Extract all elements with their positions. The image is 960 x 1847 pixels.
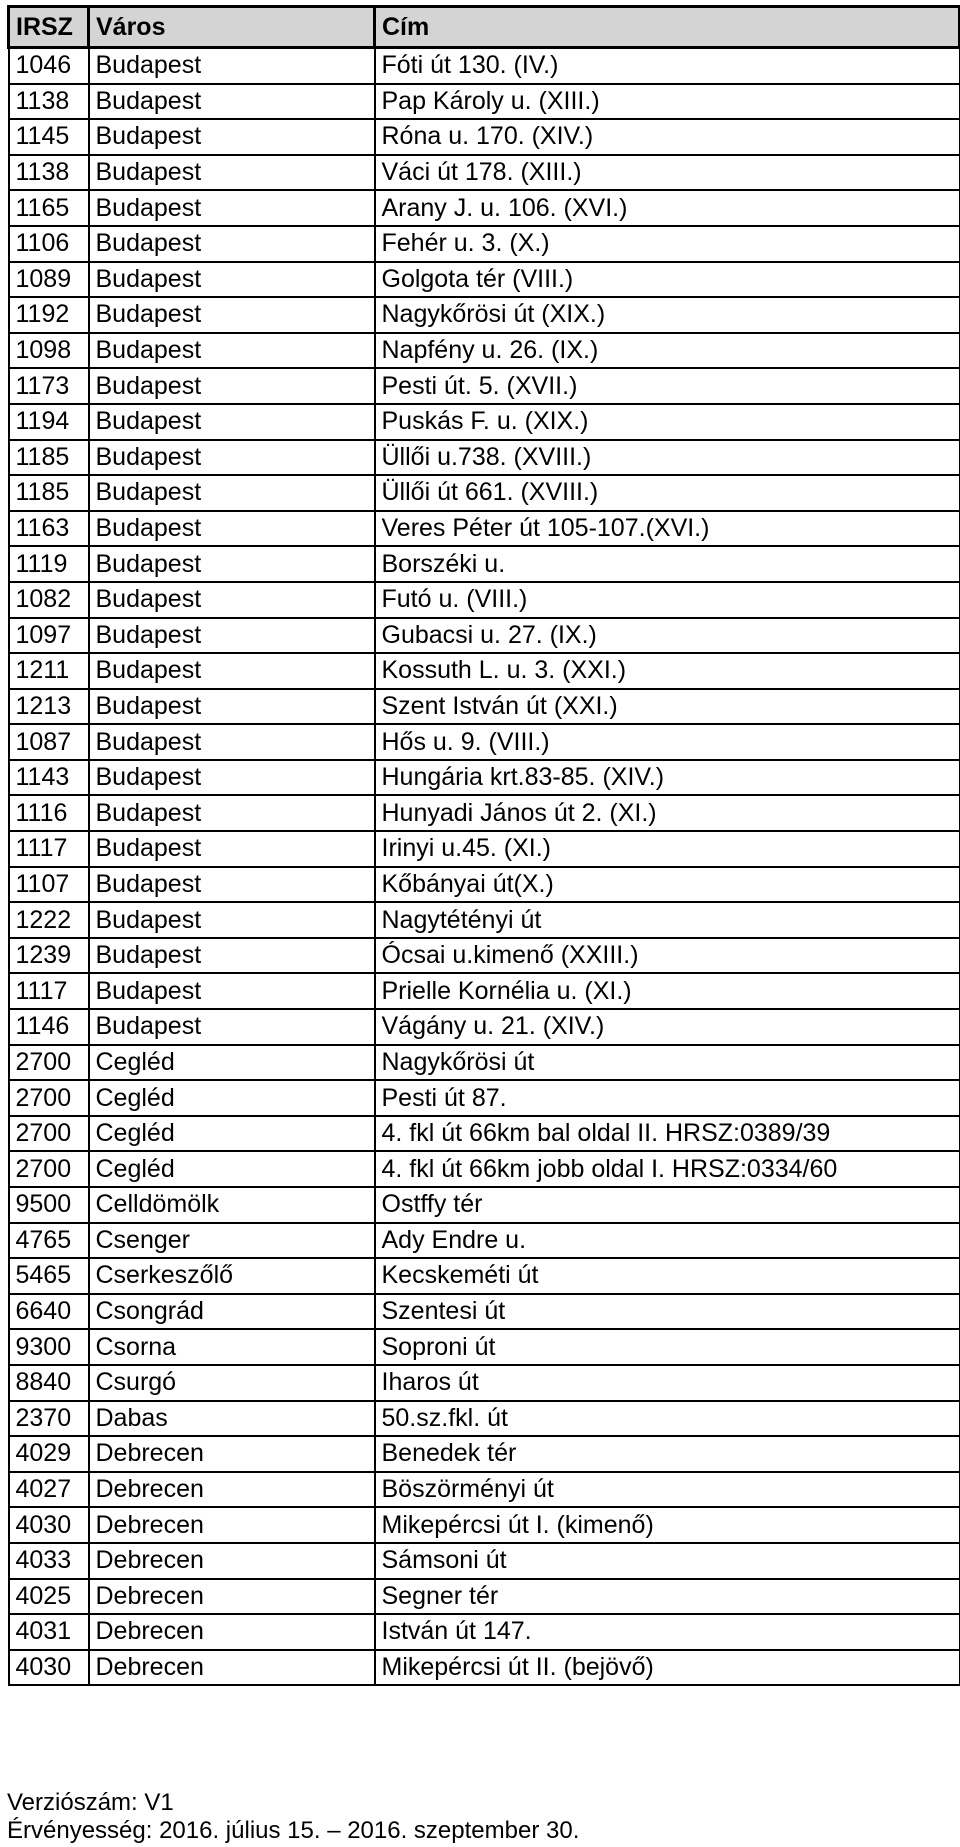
cell-varos: Cegléd xyxy=(89,1080,375,1116)
table-row xyxy=(9,1223,960,1259)
cell-irsz: 2700 xyxy=(9,1151,89,1187)
cell-cim: Borszéki u. xyxy=(375,546,960,582)
cell-irsz: 6640 xyxy=(9,1294,89,1330)
cell-cim: Nagytétényi út xyxy=(375,902,960,938)
cell-irsz: 4027 xyxy=(9,1472,89,1508)
cell-cim: Puskás F. u. (XIX.) xyxy=(375,404,960,440)
table-body xyxy=(9,48,960,1686)
cell-irsz: 1106 xyxy=(9,226,89,262)
cell-varos: Cegléd xyxy=(89,1045,375,1081)
table-row xyxy=(9,689,960,725)
cell-irsz: 1119 xyxy=(9,546,89,582)
cell-cim: Pesti út 87. xyxy=(375,1080,960,1116)
cell-varos: Cegléd xyxy=(89,1151,375,1187)
validity-label: Érvényesség: 2016. július 15. – 2016. szeptember 30. xyxy=(7,1817,580,1844)
table-row xyxy=(9,119,960,155)
cell-varos: Budapest xyxy=(89,653,375,689)
table-row xyxy=(9,190,960,226)
cell-cim: Ócsai u.kimenő (XXIII.) xyxy=(375,938,960,974)
cell-cim: Nagykőrösi út (XIX.) xyxy=(375,297,960,333)
cell-varos: Csorna xyxy=(89,1329,375,1365)
cell-irsz: 1046 xyxy=(9,48,89,84)
cell-cim: 4. fkl út 66km bal oldal II. HRSZ:0389/39 xyxy=(375,1116,960,1152)
cell-cim: Kossuth L. u. 3. (XXI.) xyxy=(375,653,960,689)
cell-varos: Budapest xyxy=(89,831,375,867)
cell-cim: Mikepércsi út II. (bejövő) xyxy=(375,1650,960,1686)
cell-irsz: 8840 xyxy=(9,1365,89,1401)
cell-varos: Budapest xyxy=(89,226,375,262)
table-row xyxy=(9,1614,960,1650)
cell-varos: Debrecen xyxy=(89,1436,375,1472)
cell-cim: Mikepércsi út I. (kimenő) xyxy=(375,1507,960,1543)
table-row xyxy=(9,1472,960,1508)
cell-irsz: 1185 xyxy=(9,475,89,511)
cell-varos: Csurgó xyxy=(89,1365,375,1401)
table-row xyxy=(9,1258,960,1294)
cell-varos: Budapest xyxy=(89,155,375,191)
cell-varos: Budapest xyxy=(89,689,375,725)
cell-irsz: 1116 xyxy=(9,795,89,831)
table-row xyxy=(9,902,960,938)
cell-irsz: 5465 xyxy=(9,1258,89,1294)
table-row xyxy=(9,582,960,618)
cell-cim: Üllői út 661. (XVIII.) xyxy=(375,475,960,511)
table-row xyxy=(9,155,960,191)
cell-cim: Ostffy tér xyxy=(375,1187,960,1223)
cell-cim: Üllői u.738. (XVIII.) xyxy=(375,440,960,476)
cell-cim: Golgota tér (VIII.) xyxy=(375,262,960,298)
cell-irsz: 1211 xyxy=(9,653,89,689)
cell-varos: Budapest xyxy=(89,190,375,226)
cell-cim: Hungária krt.83-85. (XIV.) xyxy=(375,760,960,796)
table-row xyxy=(9,368,960,404)
cell-varos: Budapest xyxy=(89,262,375,298)
cell-irsz: 1097 xyxy=(9,618,89,654)
table-row xyxy=(9,297,960,333)
cell-cim: Váci út 178. (XIII.) xyxy=(375,155,960,191)
table-row xyxy=(9,1187,960,1223)
cell-irsz: 4765 xyxy=(9,1223,89,1259)
cell-cim: Gubacsi u. 27. (IX.) xyxy=(375,618,960,654)
cell-irsz: 9300 xyxy=(9,1329,89,1365)
cell-varos: Cegléd xyxy=(89,1116,375,1152)
cell-cim: Ady Endre u. xyxy=(375,1223,960,1259)
cell-irsz: 1194 xyxy=(9,404,89,440)
table-row xyxy=(9,1009,960,1045)
cell-irsz: 1089 xyxy=(9,262,89,298)
version-label: Verziószám: V1 xyxy=(7,1789,174,1816)
cell-varos: Debrecen xyxy=(89,1579,375,1615)
cell-irsz: 1185 xyxy=(9,440,89,476)
cell-irsz: 2700 xyxy=(9,1045,89,1081)
table-row xyxy=(9,333,960,369)
cell-varos: Cserkeszőlő xyxy=(89,1258,375,1294)
cell-irsz: 2700 xyxy=(9,1080,89,1116)
cell-cim: Kecskeméti út xyxy=(375,1258,960,1294)
cell-varos: Budapest xyxy=(89,475,375,511)
table-row xyxy=(9,1507,960,1543)
cell-irsz: 1173 xyxy=(9,368,89,404)
cell-irsz: 1087 xyxy=(9,724,89,760)
cell-irsz: 1192 xyxy=(9,297,89,333)
cell-varos: Budapest xyxy=(89,333,375,369)
cell-cim: Futó u. (VIII.) xyxy=(375,582,960,618)
cell-varos: Budapest xyxy=(89,867,375,903)
cell-irsz: 2700 xyxy=(9,1116,89,1152)
cell-cim: Nagykőrösi út xyxy=(375,1045,960,1081)
cell-varos: Budapest xyxy=(89,902,375,938)
cell-cim: Róna u. 170. (XIV.) xyxy=(375,119,960,155)
cell-varos: Budapest xyxy=(89,760,375,796)
cell-varos: Budapest xyxy=(89,795,375,831)
address-table xyxy=(7,5,960,1686)
table-row xyxy=(9,404,960,440)
table-row xyxy=(9,1543,960,1579)
cell-cim: Hunyadi János út 2. (XI.) xyxy=(375,795,960,831)
table-row xyxy=(9,84,960,120)
table-row xyxy=(9,618,960,654)
cell-cim: Hős u. 9. (VIII.) xyxy=(375,724,960,760)
table-row xyxy=(9,1365,960,1401)
cell-irsz: 4030 xyxy=(9,1507,89,1543)
table-row xyxy=(9,1294,960,1330)
cell-cim: Pesti út. 5. (XVII.) xyxy=(375,368,960,404)
cell-cim: Iharos út xyxy=(375,1365,960,1401)
table-row xyxy=(9,226,960,262)
table-row xyxy=(9,938,960,974)
cell-varos: Budapest xyxy=(89,440,375,476)
cell-cim: Vágány u. 21. (XIV.) xyxy=(375,1009,960,1045)
cell-cim: Benedek tér xyxy=(375,1436,960,1472)
cell-irsz: 1213 xyxy=(9,689,89,725)
cell-irsz: 1143 xyxy=(9,760,89,796)
cell-varos: Debrecen xyxy=(89,1507,375,1543)
cell-irsz: 1117 xyxy=(9,973,89,1009)
table-row xyxy=(9,1080,960,1116)
table-row xyxy=(9,1116,960,1152)
cell-cim: Arany J. u. 106. (XVI.) xyxy=(375,190,960,226)
cell-irsz: 9500 xyxy=(9,1187,89,1223)
cell-varos: Debrecen xyxy=(89,1614,375,1650)
cell-cim: Sámsoni út xyxy=(375,1543,960,1579)
cell-varos: Debrecen xyxy=(89,1543,375,1579)
cell-varos: Budapest xyxy=(89,297,375,333)
cell-cim: Irinyi u.45. (XI.) xyxy=(375,831,960,867)
cell-cim: 50.sz.fkl. út xyxy=(375,1401,960,1437)
cell-varos: Budapest xyxy=(89,48,375,84)
cell-varos: Budapest xyxy=(89,119,375,155)
table-row xyxy=(9,973,960,1009)
cell-varos: Budapest xyxy=(89,1009,375,1045)
header-varos: Város xyxy=(89,7,375,48)
cell-varos: Budapest xyxy=(89,724,375,760)
table-row xyxy=(9,867,960,903)
cell-varos: Dabas xyxy=(89,1401,375,1437)
cell-irsz: 1239 xyxy=(9,938,89,974)
table-row xyxy=(9,653,960,689)
cell-irsz: 1098 xyxy=(9,333,89,369)
table-row xyxy=(9,1045,960,1081)
table-row xyxy=(9,831,960,867)
cell-irsz: 4030 xyxy=(9,1650,89,1686)
cell-irsz: 1082 xyxy=(9,582,89,618)
cell-irsz: 1117 xyxy=(9,831,89,867)
cell-irsz: 4029 xyxy=(9,1436,89,1472)
table-row xyxy=(9,440,960,476)
cell-irsz: 4033 xyxy=(9,1543,89,1579)
table-row xyxy=(9,1401,960,1437)
table-row xyxy=(9,546,960,582)
cell-cim: Böszörményi út xyxy=(375,1472,960,1508)
cell-irsz: 1165 xyxy=(9,190,89,226)
cell-varos: Budapest xyxy=(89,973,375,1009)
table-row xyxy=(9,1579,960,1615)
cell-varos: Csenger xyxy=(89,1223,375,1259)
cell-cim: Napfény u. 26. (IX.) xyxy=(375,333,960,369)
table-row xyxy=(9,48,960,84)
header-irsz: IRSZ xyxy=(9,7,89,48)
cell-cim: 4. fkl út 66km jobb oldal I. HRSZ:0334/60 xyxy=(375,1151,960,1187)
cell-cim: Fehér u. 3. (X.) xyxy=(375,226,960,262)
table-row xyxy=(9,795,960,831)
cell-varos: Debrecen xyxy=(89,1472,375,1508)
cell-cim: Pap Károly u. (XIII.) xyxy=(375,84,960,120)
table-row xyxy=(9,724,960,760)
cell-varos: Budapest xyxy=(89,368,375,404)
cell-varos: Celldömölk xyxy=(89,1187,375,1223)
table-row xyxy=(9,1436,960,1472)
table-row xyxy=(9,1650,960,1686)
header-cim: Cím xyxy=(375,7,960,48)
table-row xyxy=(9,1329,960,1365)
address-document xyxy=(7,5,958,1686)
cell-varos: Budapest xyxy=(89,618,375,654)
table-row xyxy=(9,475,960,511)
cell-varos: Budapest xyxy=(89,938,375,974)
table-row xyxy=(9,511,960,547)
cell-irsz: 2370 xyxy=(9,1401,89,1437)
cell-varos: Budapest xyxy=(89,511,375,547)
cell-cim: Veres Péter út 105-107.(XVI.) xyxy=(375,511,960,547)
cell-varos: Debrecen xyxy=(89,1650,375,1686)
cell-irsz: 1138 xyxy=(9,84,89,120)
cell-irsz: 1163 xyxy=(9,511,89,547)
table-row xyxy=(9,760,960,796)
cell-cim: Kőbányai út(X.) xyxy=(375,867,960,903)
table-header-row xyxy=(9,7,960,48)
cell-irsz: 1146 xyxy=(9,1009,89,1045)
cell-cim: István út 147. xyxy=(375,1614,960,1650)
cell-cim: Prielle Kornélia u. (XI.) xyxy=(375,973,960,1009)
cell-irsz: 1107 xyxy=(9,867,89,903)
cell-cim: Soproni út xyxy=(375,1329,960,1365)
cell-irsz: 1145 xyxy=(9,119,89,155)
cell-varos: Budapest xyxy=(89,546,375,582)
cell-irsz: 1138 xyxy=(9,155,89,191)
cell-irsz: 1222 xyxy=(9,902,89,938)
table-row xyxy=(9,262,960,298)
table-row xyxy=(9,1151,960,1187)
cell-irsz: 4025 xyxy=(9,1579,89,1615)
cell-cim: Fóti út 130. (IV.) xyxy=(375,48,960,84)
cell-varos: Csongrád xyxy=(89,1294,375,1330)
cell-cim: Szent István út (XXI.) xyxy=(375,689,960,725)
cell-irsz: 4031 xyxy=(9,1614,89,1650)
cell-cim: Szentesi út xyxy=(375,1294,960,1330)
cell-varos: Budapest xyxy=(89,404,375,440)
cell-cim: Segner tér xyxy=(375,1579,960,1615)
cell-varos: Budapest xyxy=(89,84,375,120)
cell-varos: Budapest xyxy=(89,582,375,618)
